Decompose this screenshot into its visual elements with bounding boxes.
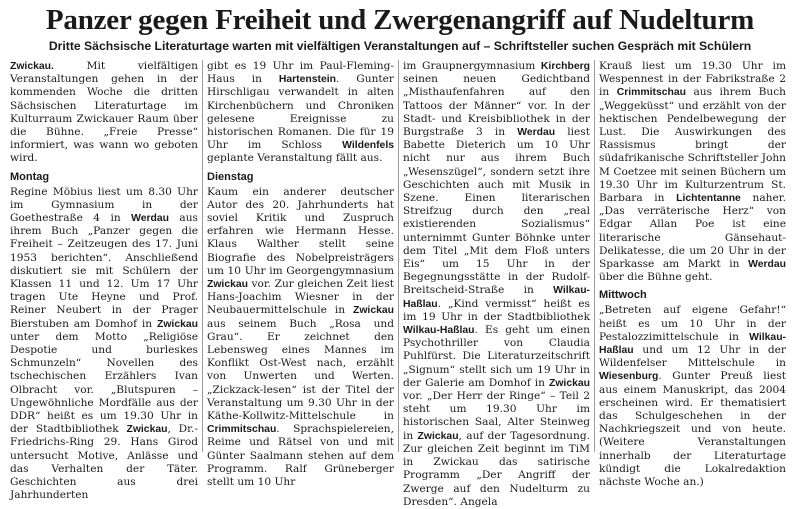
section-heading: Montag: [10, 170, 50, 183]
location-name: Zwickau: [207, 279, 248, 291]
article-paragraph: [10, 186, 198, 503]
body-text: seinen neuen Gedichtband „Misthaufenfahren auf den Tattoos der Männer“ vor. In der Stadt- und Kreisbibliothek in der Burgstraße 3 in: [403, 73, 590, 139]
location-name: Zwickau: [157, 318, 198, 330]
location-name: Zwickau: [549, 377, 590, 389]
location-name: Wiesenburg: [599, 371, 659, 383]
article-paragraph: [207, 60, 394, 166]
location-name: Lichtentanne: [676, 193, 741, 205]
location-name: Wilkau-Haßlau: [599, 331, 786, 357]
article-paragraph: [403, 60, 590, 509]
body-text: und um 12 Uhr in der Wildenfelser Mittelschule in: [599, 344, 786, 370]
article-paragraph: [599, 304, 786, 489]
body-text: aus seinem Buch „Rosa und Grau“. Er zeichnet den Lebensweg eines Mannes im Konflikt Ost-West nach, erzählt von Unwerten und Werten. „Zickzack-lesen“ ist der Titel der Veranstaltung um 9.30 Uhr in der Käthe-Kollwitz-Mittelschule in: [207, 317, 394, 423]
location-name: Hartenstein: [278, 74, 337, 86]
location-name: Wilkau-Haßlau: [403, 325, 475, 337]
body-text: Kaum ein anderer deutscher Autor des 20. Jahrhunderts hat soviel Kritik und Zuspruch erfahren wie Hermann Hesse. Klaus Walther stellt seine Biografie des Nobelpreisträgers um 10 Uhr im Georgengymnasium: [207, 185, 394, 277]
location-name: Zwickau: [417, 430, 459, 442]
body-text: „Betreten auf eigene Gefahr!“ heißt es um 10 Uhr in der Pestalozzimittelschule in: [599, 304, 786, 343]
location-name: Crimmitschau: [207, 424, 277, 436]
body-text: naher. „Das verräterische Herz“ von Edgar Allan Poe ist eine literarische Gänsehaut-Delikatesse, die um 20 Uhr in der Sparkasse am Markt in: [599, 192, 786, 271]
location-name: Wildenfels: [342, 140, 394, 152]
section-heading: Mittwoch: [599, 289, 647, 302]
location-name: Zwickau: [353, 305, 394, 317]
article-column-1: [6, 60, 202, 502]
body-text: . „Kind vermisst“ heißt es im 19 Uhr in der Stadtbibliothek: [403, 297, 590, 323]
body-text: . Gunter Hirschligau verwandelt in alten Kirchenbüchern und Chroniken gelesene Ereignisse zu historischen Romanen. Die für 19 Uhr im Schloss: [207, 73, 394, 152]
body-text: . Sprachspielereien, Reime und Rätsel von und mit Günter Saalmann stehen auf dem Programm. Ralf Grüneberger stellt um 10 Uhr: [207, 423, 394, 489]
body-text: vor. Zur gleichen Zeit liest Hans-Joachim Wiesner in der Neubauermittelschule in: [207, 278, 394, 317]
body-text: Mit vielfältigen Veranstaltungen gehen in der kommenden Woche die dritten Sächsischen Literaturtage im Kulturraum Zwickauer Raum über die Bühne. „Freie Presse“ informiert, was wann wo geboten wird.: [10, 60, 198, 165]
article-paragraph: [599, 60, 786, 284]
body-text: liest Babette Dieterich um 10 Uhr nicht nur aus ihrem Buch „Wesenszügel“, sondern setzt ihre Geschichten auch mit Musik in Szene. Einen literarischen Streifzug durch den „real existierenden Sozialismus“ unternimmt Gunter Böhnke unter dem Titel „Mit dem Floß unters Eis“ um 15 Uhr in der Begegnungsstätte in der Rudolf-Breitscheid-Straße in: [403, 126, 590, 297]
body-text: aus ihrem Buch „Panzer gegen die Freiheit – Zeitzeugen des 17. Juni 1953 berichten“. Anschließend diskutiert sie mit Schülern der Klassen 11 und 12. Um 17 Uhr tragen Ute Heyne und Prof. Reiner Neubert in der Prager Bierstuben am Domhof in: [10, 212, 198, 330]
article-column-2: [202, 60, 398, 489]
article-column-4: [594, 60, 790, 489]
body-text: unter dem Motto „Religiöse Despotie und burleskes Schmunzeln“ Novellen des tschechischen Erzählers Ivan Olbracht vor. „Blutspuren – Ungewöhnliche Mordfälle aus der DDR“ heißt es um 19.30 Uhr in der Stadtbibliothek: [10, 330, 198, 436]
section-heading: Dienstag: [207, 170, 254, 183]
article-column-3: [398, 60, 594, 508]
body-text: geplante Veranstaltung fällt aus.: [207, 152, 383, 165]
body-text: , Dr.-Friedrichs-Ring 29. Hans Girod untersucht Motive, Anlässe und das Verhalten der Täter. Geschichten aus drei Jahrhunderten: [10, 423, 199, 502]
location-name: Zwickau: [126, 424, 168, 436]
body-text: . Es geht um einen Psychothriller von Claudia Puhlfürst. Die Literaturzeitschrift „Signum“ stellt sich um 19 Uhr in der Galerie am Domhof in: [403, 324, 590, 389]
article-headline: Panzer gegen Freiheit und Zwergenangriff auf Nudelturm: [45, 4, 755, 36]
body-text: Regine Möbius liest um 8.30 Uhr im Gymnasium in der Goethestraße 4 in: [10, 185, 198, 225]
article-paragraph: [207, 186, 394, 490]
body-text: aus ihrem Buch „Weggeküsst“ und erzählt von der hektischen Pendelbewegung der Lust. Die Auswirkungen des Rassismus bringt der südafrikanische Schriftsteller John M Coetzee mit seinen Büchern um 19.30 Uhr im Kulturzentrum St. Barbara in: [599, 86, 786, 205]
article-paragraph: [10, 60, 198, 166]
location-name: Wilkau-Haßlau: [403, 285, 590, 310]
article-subheadline: Dritte Sächsische Literaturtage warten mit vielfältigen Veranstaltungen auf – Schriftsteller suchen Gespräch mit Schülern: [48, 39, 752, 53]
body-text: im Graupnergymnasium: [403, 60, 541, 72]
location-name: Werdau: [748, 259, 786, 271]
body-text: gibt es 19 Uhr im Paul-Fleming-Haus in: [207, 60, 394, 86]
location-name: Werdau: [131, 213, 169, 225]
body-text: Krauß liest um 19.30 Uhr im Wespennest in der Fabrikstraße 2 in: [599, 60, 786, 99]
location-name: Zwickau.: [10, 61, 54, 72]
body-text: . Gunter Preuß liest aus einem Manuskript, das 2004 erscheinen wird. Er thematisiert das Schulgeschehen in der Nachkriegszeit und von heute. (Weitere Veranstaltungen innerhalb der Literaturtage kündigt die Lokalredaktion nächste Woche an.): [599, 370, 786, 489]
article-columns: [6, 60, 794, 508]
location-name: Crimmitschau: [616, 87, 686, 99]
location-name: Werdau: [517, 127, 556, 139]
location-name: Kirchberg: [540, 61, 590, 72]
body-text: , auf der Tagesordnung. Zur gleichen Zeit beginnt im TiM in Zwickau das satirische Programm „Der Angriff der Zwerge auf den Nudelturm zu Dresden“. Angela: [403, 429, 590, 508]
body-text: über die Bühne geht.: [599, 271, 713, 284]
body-text: vor. „Der Herr der Ringe“ – Teil 2 steht um 19.30 Uhr im historischen Saal, Alter Steinweg in: [403, 390, 590, 442]
